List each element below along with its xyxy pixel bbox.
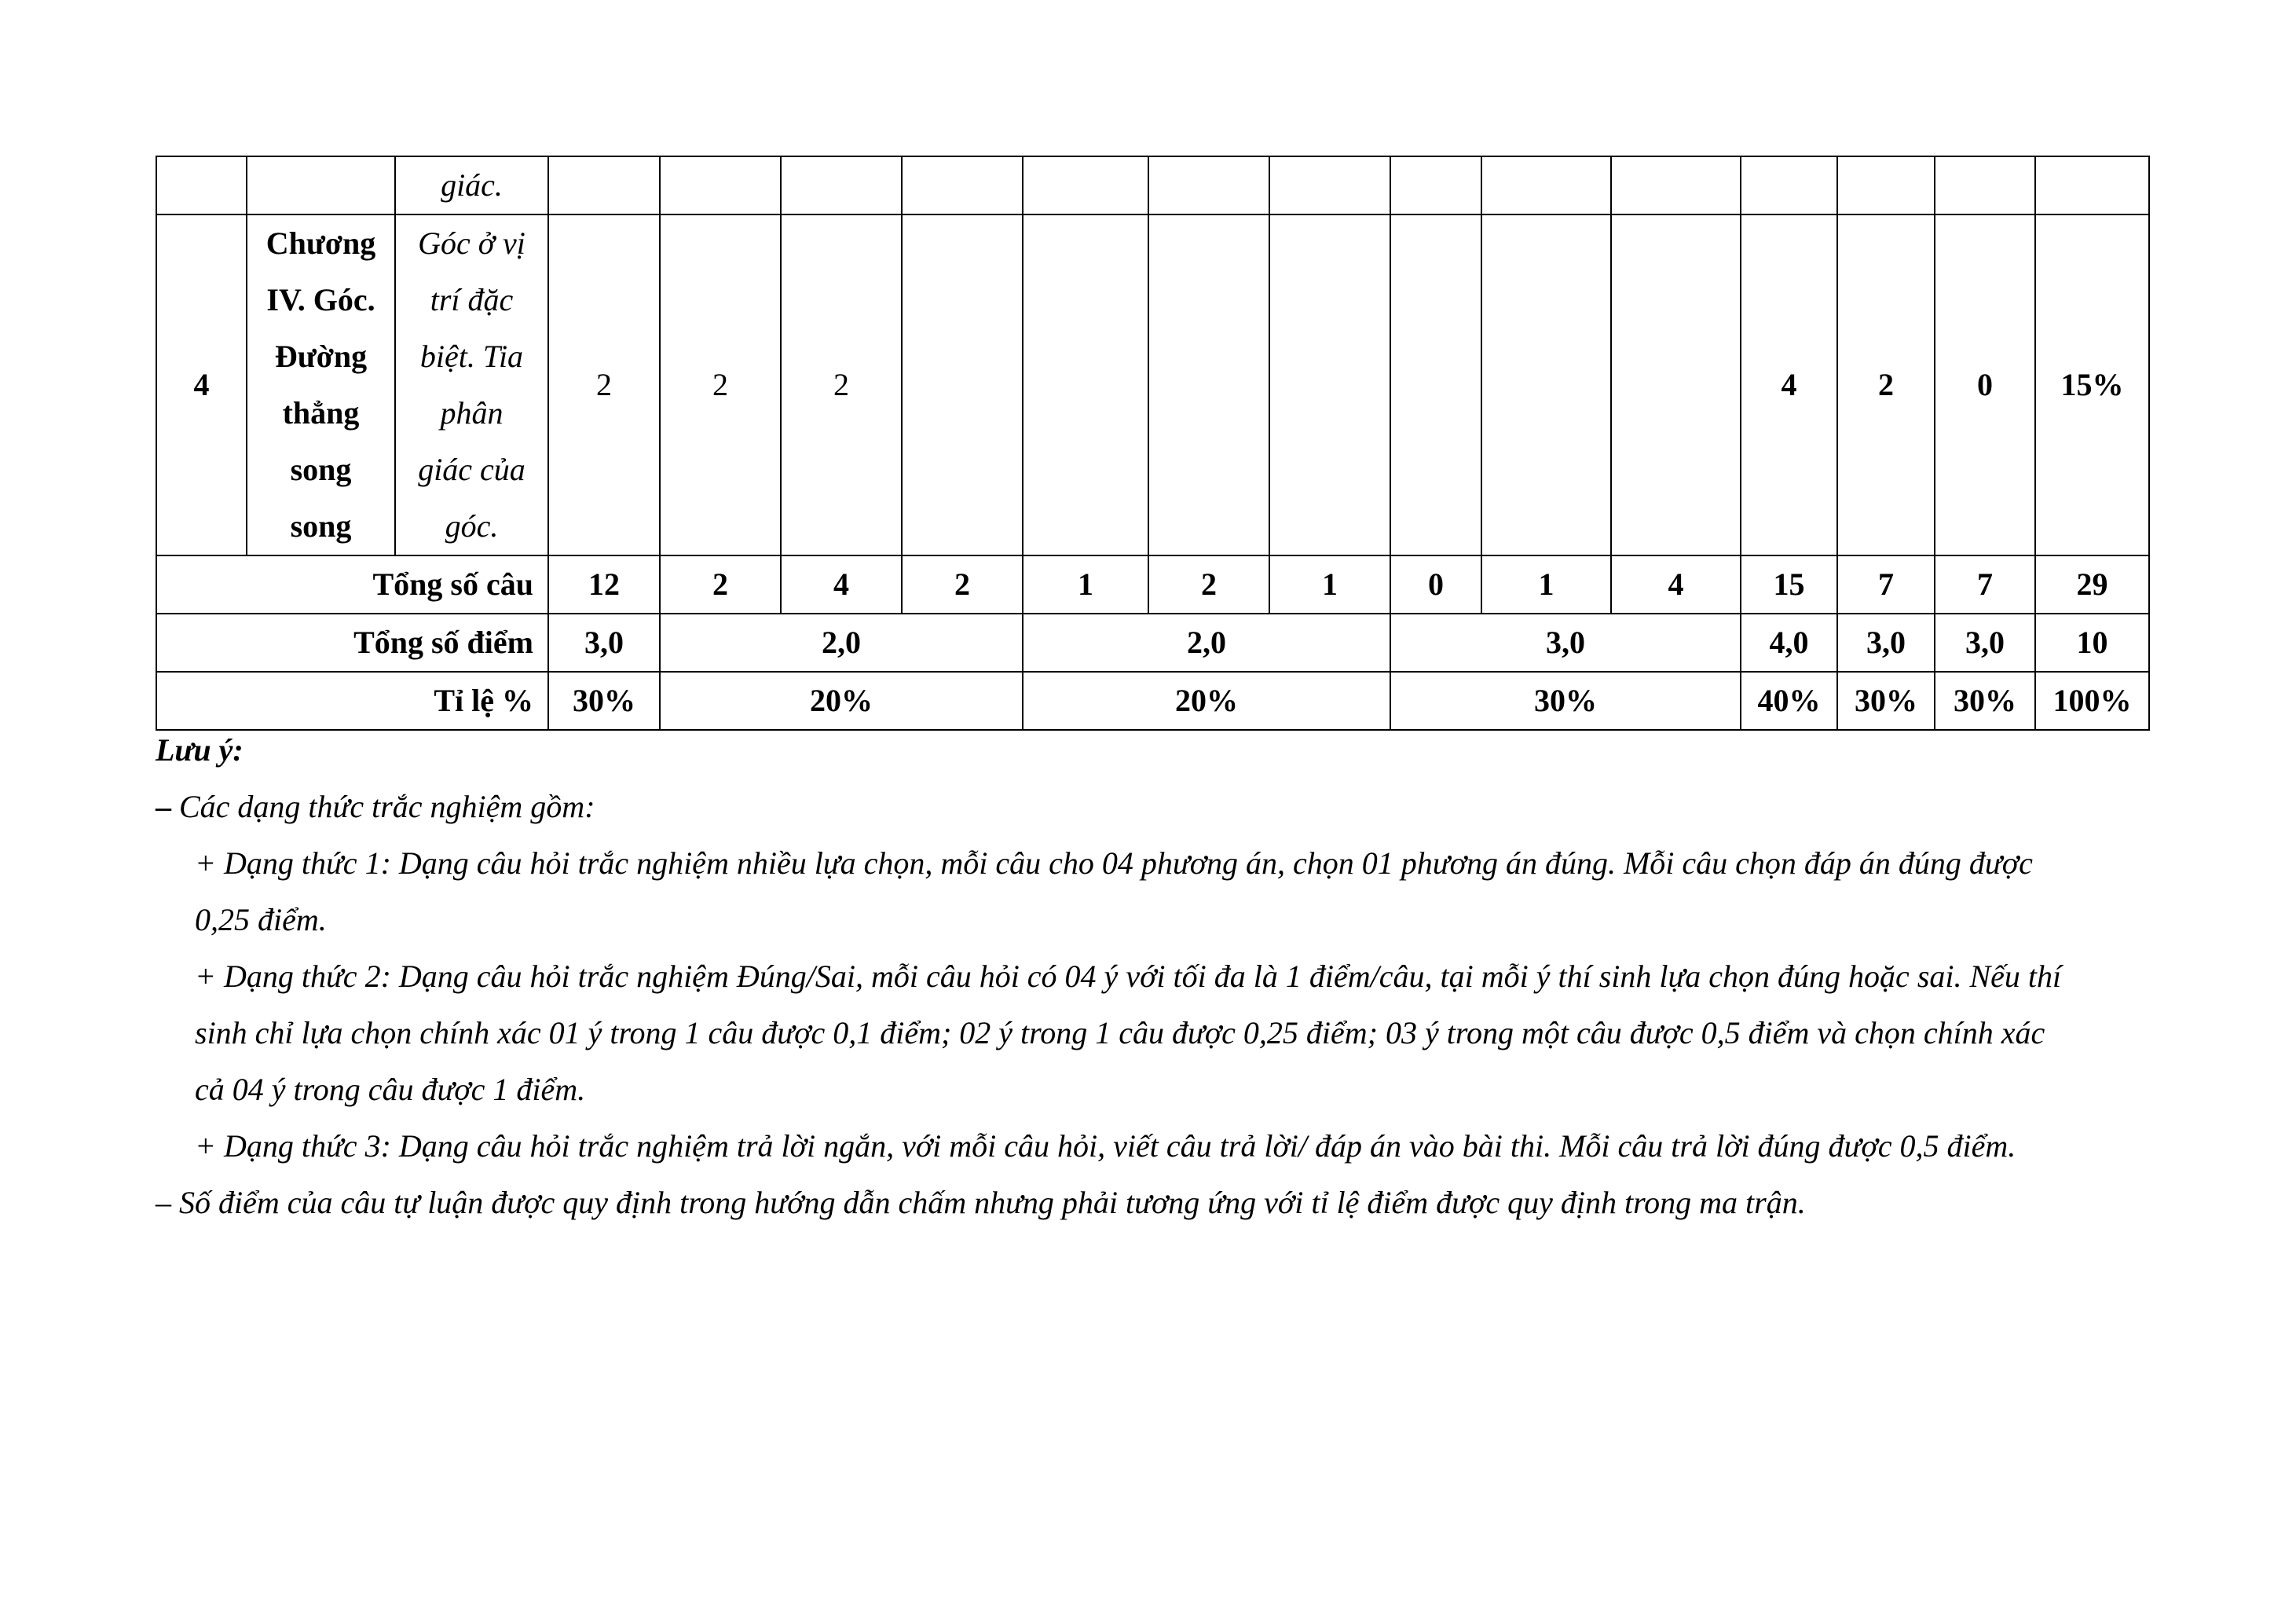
total-cell: 2	[902, 555, 1023, 614]
points-cell: 4,0	[1741, 614, 1837, 672]
value-cell: 2	[660, 214, 781, 555]
total-cell: 1	[1481, 555, 1611, 614]
notes-format-3: + Dạng thức 3: Dạng câu hỏi trắc nghiệm trả lời ngắn, với mỗi câu hỏi, viết câu trả lời/ đáp án vào bài thi. Mỗi câu trả lời đúng được 0,5 điểm.	[195, 1128, 2016, 1164]
ratio-cell: 30%	[1837, 672, 1935, 730]
value-cell	[1481, 156, 1611, 214]
value-cell	[1837, 156, 1935, 214]
value-cell	[1390, 156, 1481, 214]
chapter-line: song	[290, 452, 352, 487]
notes-section	[156, 722, 2147, 1231]
chapter-cell	[247, 156, 395, 214]
notes-format-1: + Dạng thức 1: Dạng câu hỏi trắc nghiệm nhiều lựa chọn, mỗi câu cho 04 phương án, chọn 01 phương án đúng. Mỗi câu chọn đáp án đúng được	[195, 845, 2033, 881]
no-cell	[156, 156, 247, 214]
total-cell: 4	[1611, 555, 1741, 614]
value-cell	[1741, 156, 1837, 214]
value-cell	[1481, 214, 1611, 555]
value-cell	[1269, 156, 1390, 214]
total-questions-label: Tổng số câu	[156, 555, 548, 614]
ratio-cell: 100%	[2035, 672, 2149, 730]
dash-text: Các dạng thức trắc nghiệm gồm:	[171, 789, 595, 824]
total-cell: 7	[1935, 555, 2035, 614]
chapter-line: IV. Góc.	[266, 282, 375, 317]
value-cell	[1023, 156, 1148, 214]
points-cell: 3,0	[1837, 614, 1935, 672]
value-cell	[1611, 214, 1741, 555]
value-cell	[1935, 156, 2035, 214]
points-cell: 10	[2035, 614, 2149, 672]
lesson-line: phân	[440, 395, 504, 431]
lesson-line: Góc ở vị	[418, 225, 525, 261]
dash-mark: –	[156, 789, 171, 824]
value-cell	[1390, 214, 1481, 555]
lesson-line: trí đặc	[430, 282, 514, 317]
total-cell: 29	[2035, 555, 2149, 614]
value-cell	[1269, 214, 1390, 555]
value-cell: 15%	[2035, 214, 2149, 555]
table-row-total-points	[156, 614, 2149, 672]
points-cell: 3,0	[548, 614, 660, 672]
value-cell: 0	[1935, 214, 2035, 555]
points-cell: 2,0	[1023, 614, 1390, 672]
value-cell	[1148, 214, 1269, 555]
dash-mark: –	[156, 1185, 171, 1220]
points-cell: 2,0	[660, 614, 1023, 672]
total-cell: 7	[1837, 555, 1935, 614]
row-number: 4	[156, 214, 247, 555]
notes-dash-item	[156, 1175, 2147, 1231]
total-cell: 1	[1269, 555, 1390, 614]
notes-format-2: + Dạng thức 2: Dạng câu hỏi trắc nghiệm Đúng/Sai, mỗi câu hỏi có 04 ý với tối đa là 1 điểm/câu, tại mỗi ý thí sinh lựa chọn đúng hoặc sai. Nếu thí	[195, 959, 2062, 994]
ratio-cell: 30%	[1390, 672, 1741, 730]
chapter-line: song	[290, 508, 352, 544]
ratio-label: Tỉ lệ %	[156, 672, 548, 730]
notes-dash-item	[156, 779, 2147, 835]
ratio-cell: 40%	[1741, 672, 1837, 730]
value-cell	[902, 214, 1023, 555]
value-cell	[548, 156, 660, 214]
table-row-continued	[156, 156, 2149, 214]
total-cell: 15	[1741, 555, 1837, 614]
ratio-cell: 30%	[1935, 672, 2035, 730]
chapter-line: Chương	[265, 225, 376, 261]
value-cell	[1611, 156, 1741, 214]
value-cell: 2	[548, 214, 660, 555]
table-row-ratio	[156, 672, 2149, 730]
table-row-total-questions	[156, 555, 2149, 614]
notes-format-2-cont: sinh chỉ lựa chọn chính xác 01 ý trong 1 câu được 0,1 điểm; 02 ý trong 1 câu được 0,25 điểm; 03 ý trong một câu được 0,5 điểm và chọn chính xác	[195, 1015, 2045, 1050]
lesson-cell: giác.	[395, 156, 548, 214]
assessment-matrix-table	[156, 156, 2150, 731]
ratio-cell: 30%	[548, 672, 660, 730]
table-row-chapter-4	[156, 214, 2149, 555]
total-points-label: Tổng số điểm	[156, 614, 548, 672]
total-cell: 12	[548, 555, 660, 614]
ratio-cell: 20%	[660, 672, 1023, 730]
chapter-line: thẳng	[282, 395, 360, 431]
lesson-line: góc.	[445, 508, 499, 544]
lesson-line: biệt. Tia	[419, 339, 524, 374]
total-cell: 0	[1390, 555, 1481, 614]
value-cell	[781, 156, 902, 214]
total-cell: 2	[1148, 555, 1269, 614]
points-cell: 3,0	[1390, 614, 1741, 672]
value-cell	[1148, 156, 1269, 214]
value-cell: 4	[1741, 214, 1837, 555]
points-cell: 3,0	[1935, 614, 2035, 672]
total-cell: 1	[1023, 555, 1148, 614]
chapter-line: Đường	[274, 339, 368, 374]
value-cell	[2035, 156, 2149, 214]
lesson-name	[395, 214, 548, 555]
value-cell: 2	[781, 214, 902, 555]
value-cell	[660, 156, 781, 214]
notes-format-2-cont: cả 04 ý trong câu được 1 điểm.	[195, 1072, 586, 1107]
notes-format-1-cont: 0,25 điểm.	[195, 902, 327, 937]
ratio-cell: 20%	[1023, 672, 1390, 730]
dash-text: Số điểm của câu tự luận được quy định trong hướng dẫn chấm nhưng phải tương ứng với tỉ lệ điểm được quy định trong ma trận.	[171, 1185, 1806, 1220]
value-cell: 2	[1837, 214, 1935, 555]
notes-title: Lưu ý:	[156, 732, 244, 768]
lesson-line: giác của	[418, 452, 525, 487]
total-cell: 2	[660, 555, 781, 614]
chapter-name	[247, 214, 395, 555]
value-cell	[902, 156, 1023, 214]
total-cell: 4	[781, 555, 902, 614]
value-cell	[1023, 214, 1148, 555]
